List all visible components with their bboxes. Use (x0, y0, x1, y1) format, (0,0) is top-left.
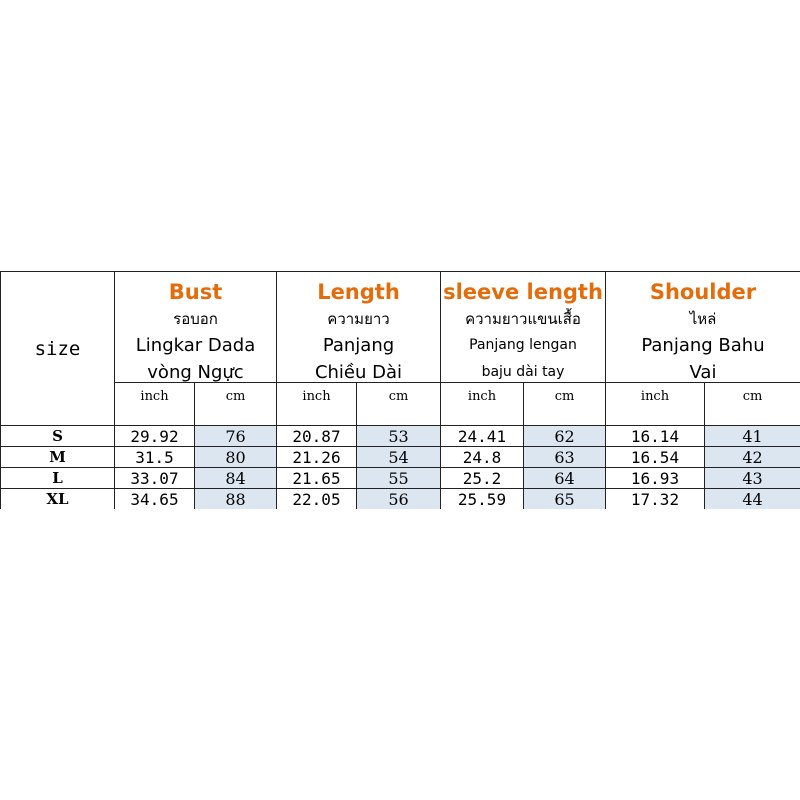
sleeve-viet: baju dài tay (481, 364, 565, 380)
size-header: size (34, 337, 81, 360)
table-row (1, 468, 800, 489)
cm-cell: 53 (357, 426, 441, 447)
inch-cell: 20.87 (277, 426, 357, 447)
bust-viet: vòng Ngực (147, 362, 244, 383)
inch-cell: 16.93 (606, 468, 705, 489)
cm-cell: 84 (195, 468, 277, 489)
shoulder-thai: ไหล่ (689, 310, 717, 328)
inch-cell: 24.41 (441, 426, 524, 447)
bust-thai: รอบอก (173, 310, 218, 328)
unit-cm: cm (195, 383, 277, 426)
length-viet: Chiều Dài (314, 362, 403, 383)
row-size: M (1, 447, 115, 468)
length-malay: Panjang (322, 335, 395, 356)
inch-cell: 33.07 (115, 468, 195, 489)
unit-cm: cm (357, 383, 441, 426)
cm-cell: 56 (357, 489, 441, 510)
table-row (1, 426, 800, 447)
bust-header (115, 272, 277, 383)
bust-malay: Lingkar Dada (135, 335, 256, 356)
length-title: Length (317, 280, 400, 304)
inch-cell: 24.8 (441, 447, 524, 468)
cm-cell: 62 (524, 426, 606, 447)
inch-cell: 16.14 (606, 426, 705, 447)
shoulder-malay: Panjang Bahu (641, 335, 765, 356)
inch-cell: 34.65 (115, 489, 195, 510)
inch-cell: 25.2 (441, 468, 524, 489)
shoulder-viet: Vai (689, 362, 717, 383)
sleeve-thai: ความยาวแขนเสื้อ (465, 310, 581, 328)
length-header (277, 272, 441, 383)
cm-cell: 80 (195, 447, 277, 468)
inch-cell: 29.92 (115, 426, 195, 447)
bust-title: Bust (168, 280, 223, 304)
cm-cell: 54 (357, 447, 441, 468)
unit-cm: cm (705, 383, 800, 426)
cm-cell: 43 (705, 468, 800, 489)
cm-cell: 41 (705, 426, 800, 447)
cm-cell: 64 (524, 468, 606, 489)
row-size: L (1, 468, 115, 489)
unit-inch: inch (606, 383, 705, 426)
row-size: S (1, 426, 115, 447)
cm-cell: 55 (357, 468, 441, 489)
table-row (1, 489, 800, 510)
sleeve-header (441, 272, 606, 383)
unit-cm: cm (524, 383, 606, 426)
inch-cell: 31.5 (115, 447, 195, 468)
table-row (1, 447, 800, 468)
inch-cell: 21.65 (277, 468, 357, 489)
sleeve-title: sleeve length (443, 280, 603, 304)
cm-cell: 44 (705, 489, 800, 510)
row-size: XL (1, 489, 115, 510)
sleeve-malay: Panjang lengan (469, 337, 577, 353)
inch-cell: 17.32 (606, 489, 705, 510)
inch-cell: 25.59 (441, 489, 524, 510)
inch-cell: 16.54 (606, 447, 705, 468)
unit-inch: inch (277, 383, 357, 426)
cm-cell: 42 (705, 447, 800, 468)
shoulder-title: Shoulder (649, 280, 757, 304)
cm-cell: 65 (524, 489, 606, 510)
shoulder-header (606, 272, 800, 383)
length-thai: ความยาว (327, 310, 390, 328)
cm-cell: 76 (195, 426, 277, 447)
cm-cell: 88 (195, 489, 277, 510)
unit-inch: inch (441, 383, 524, 426)
size-chart-table (0, 271, 800, 509)
inch-cell: 21.26 (277, 447, 357, 468)
size-header-cell (1, 272, 115, 426)
cm-cell: 63 (524, 447, 606, 468)
unit-inch: inch (115, 383, 195, 426)
inch-cell: 22.05 (277, 489, 357, 510)
